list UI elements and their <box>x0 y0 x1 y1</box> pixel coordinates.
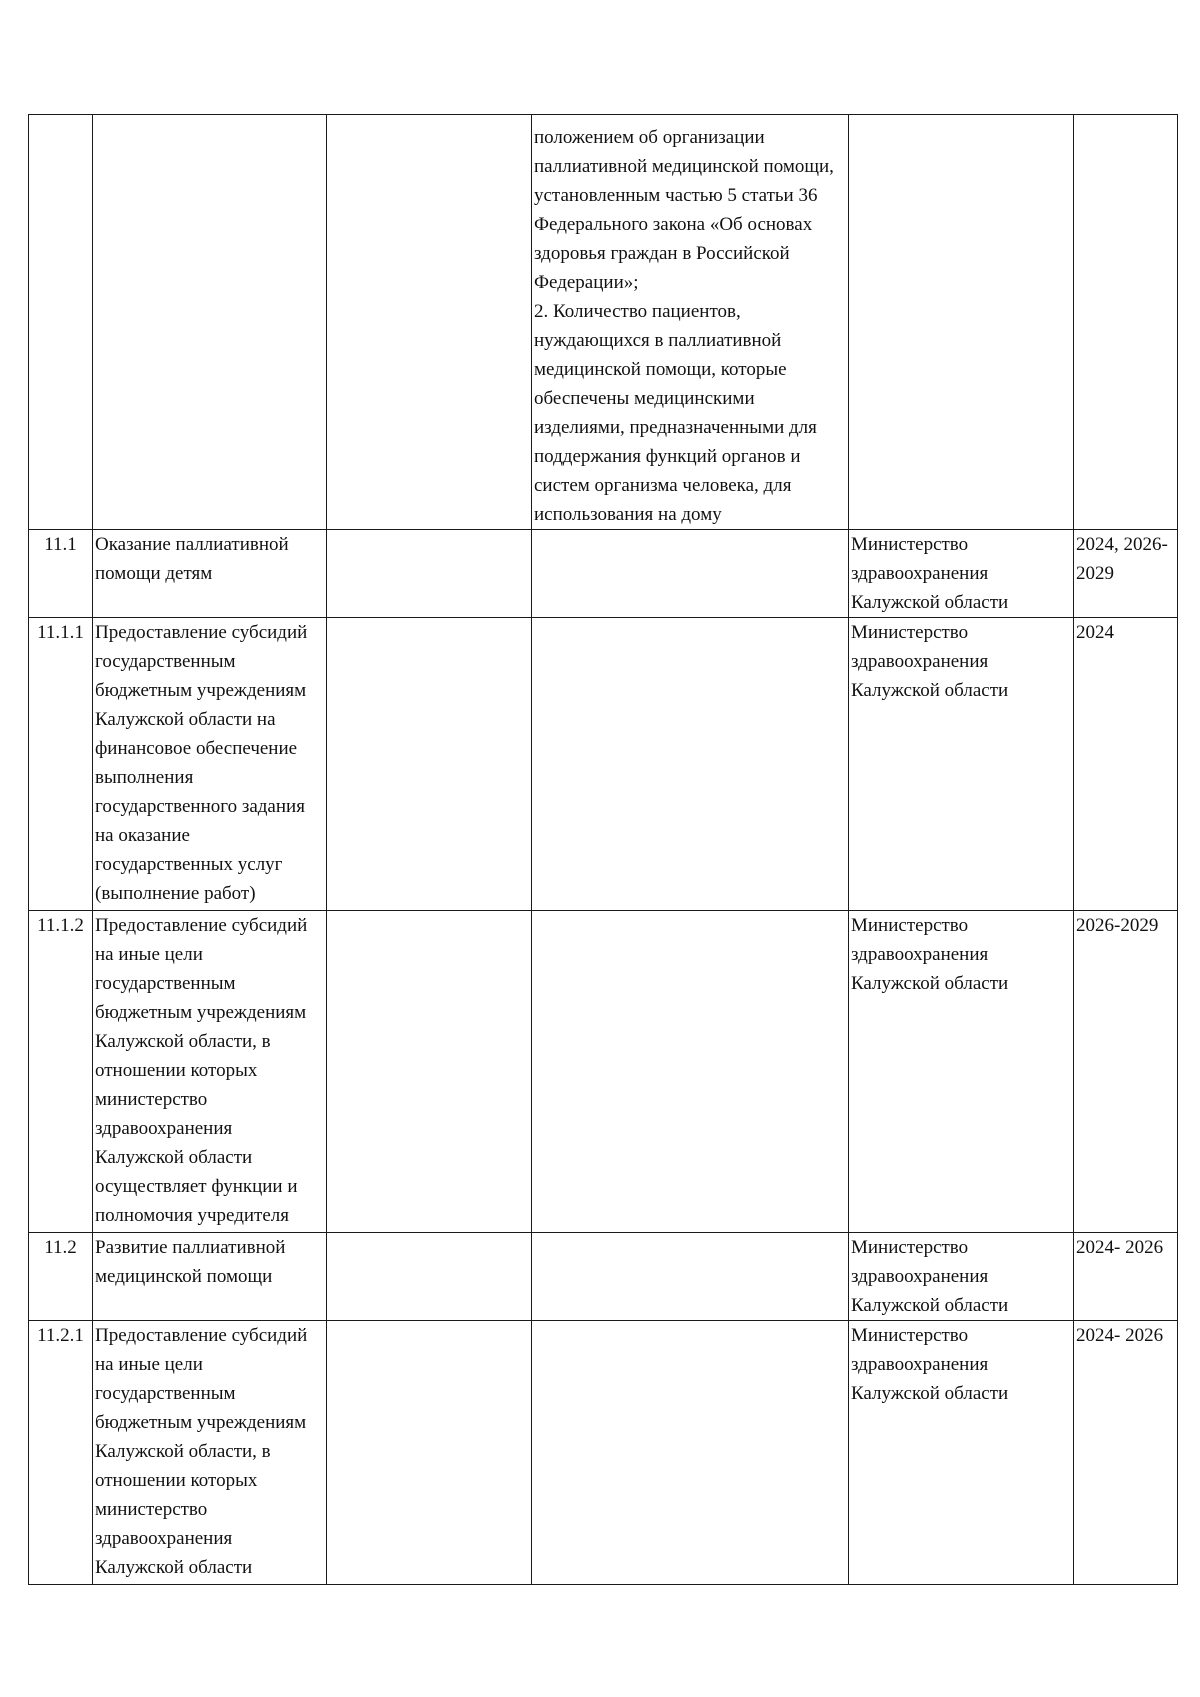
cell-text-line: здравоохранения <box>95 1528 233 1549</box>
executor-cell <box>849 115 1074 530</box>
cell-text-line: медицинской помощи, которые <box>534 359 787 380</box>
cell-text-line: Оказание паллиативной <box>95 534 289 555</box>
executor-cell <box>849 911 1074 1233</box>
executor-cell <box>849 618 1074 911</box>
plan-table-body <box>29 115 1178 1585</box>
cell-text-line: отношении которых <box>95 1060 258 1081</box>
cell-text-line: здравоохранения <box>851 651 989 672</box>
executor-cell <box>849 1233 1074 1321</box>
cell-text-line: Предоставление субсидий <box>95 915 308 936</box>
cell-text-line: нуждающихся в паллиативной <box>534 330 782 351</box>
cell-text-line: Развитие паллиативной <box>95 1237 286 1258</box>
cell-text-line: бюджетным учреждениям <box>95 1002 307 1023</box>
cell-text-line: финансовое обеспечение <box>95 738 298 759</box>
result-cell <box>532 1233 849 1321</box>
table-row <box>29 530 1178 618</box>
cell-text-line: здравоохранения <box>851 563 989 584</box>
cell-text-line: полномочия учредителя <box>95 1205 289 1226</box>
cell-text-line: 2024 <box>1076 622 1114 643</box>
empty-cell <box>327 115 532 530</box>
cell-text-line: Министерство <box>851 534 969 555</box>
cell-text-line: Калужской области <box>851 1383 1009 1404</box>
event-name-cell <box>93 115 327 530</box>
cell-text-line: Калужской области <box>851 973 1009 994</box>
cell-text-line: бюджетным учреждениям <box>95 680 307 701</box>
empty-cell <box>327 1321 532 1585</box>
cell-text-line: здравоохранения <box>851 944 989 965</box>
result-cell <box>532 530 849 618</box>
table-row <box>29 1233 1178 1321</box>
executor-cell <box>849 530 1074 618</box>
cell-text-line: осуществляет функции и <box>95 1176 298 1197</box>
cell-text-line: 2. Количество пациентов, <box>534 301 741 322</box>
event-name-cell <box>93 618 327 911</box>
cell-text-line: государственным <box>95 973 236 994</box>
cell-text-line: Министерство <box>851 915 969 936</box>
period-cell <box>1074 530 1178 618</box>
cell-text-line: положением об организации <box>534 127 765 148</box>
cell-text-line: 2024, 2026- <box>1076 534 1168 555</box>
event-name-cell <box>93 1233 327 1321</box>
cell-text-line: использования на дому <box>534 504 722 525</box>
result-cell <box>532 115 849 530</box>
cell-text-line: (выполнение работ) <box>95 883 256 904</box>
empty-cell <box>327 530 532 618</box>
cell-text-line: Федерации»; <box>534 272 639 293</box>
event-name-cell <box>93 530 327 618</box>
plan-table <box>28 114 1178 1585</box>
cell-text-line: изделиями, предназначенными для <box>534 417 817 438</box>
cell-text-line: здравоохранения <box>851 1266 989 1287</box>
cell-text-line: государственным <box>95 651 236 672</box>
cell-text-line: бюджетным учреждениям <box>95 1412 307 1433</box>
cell-text-line: здравоохранения <box>851 1354 989 1375</box>
cell-text-line: Предоставление субсидий <box>95 622 308 643</box>
cell-text-line: здравоохранения <box>95 1118 233 1139</box>
cell-text-line: Калужской области <box>851 592 1009 613</box>
cell-text-line: поддержания функций органов и <box>534 446 801 467</box>
cell-text-line: Калужской области <box>851 1295 1009 1316</box>
result-cell <box>532 618 849 911</box>
row-number-cell: 11.2 <box>29 1233 93 1321</box>
row-number-cell: 11.1 <box>29 530 93 618</box>
cell-text-line: медицинской помощи <box>95 1266 273 1287</box>
cell-text-line: Министерство <box>851 622 969 643</box>
executor-cell <box>849 1321 1074 1585</box>
row-number-cell <box>29 115 93 530</box>
cell-text-line: Калужской области на <box>95 709 276 730</box>
cell-text-line: Предоставление субсидий <box>95 1325 308 1346</box>
cell-text-line: государственным <box>95 1383 236 1404</box>
period-cell <box>1074 618 1178 911</box>
cell-text-line: Министерство <box>851 1325 969 1346</box>
row-number-cell: 11.1.1 <box>29 618 93 911</box>
event-name-cell <box>93 1321 327 1585</box>
cell-text-line: отношении которых <box>95 1470 258 1491</box>
row-number-cell: 11.1.2 <box>29 911 93 1233</box>
period-cell <box>1074 1233 1178 1321</box>
cell-text-line: 2029 <box>1076 563 1114 584</box>
table-row <box>29 911 1178 1233</box>
cell-text-line: министерство <box>95 1089 208 1110</box>
cell-text-line: Федерального закона «Об основах <box>534 214 813 235</box>
cell-text-line: паллиативной медицинской помощи, <box>534 156 834 177</box>
cell-text-line: на иные цели <box>95 1354 203 1375</box>
cell-text-line: государственного задания <box>95 796 305 817</box>
result-cell <box>532 911 849 1233</box>
empty-cell <box>327 1233 532 1321</box>
cell-text-line: установленным частью 5 статьи 36 <box>534 185 818 206</box>
cell-text-line: Калужской области <box>95 1147 253 1168</box>
cell-text-line: на иные цели <box>95 944 203 965</box>
period-cell <box>1074 1321 1178 1585</box>
cell-text-line: на оказание <box>95 825 190 846</box>
table-row <box>29 618 1178 911</box>
cell-text-line: 2026-2029 <box>1076 915 1159 936</box>
cell-text-line: Калужской области, в <box>95 1441 271 1462</box>
cell-text-line: Министерство <box>851 1237 969 1258</box>
document-page <box>28 114 1177 1585</box>
result-cell <box>532 1321 849 1585</box>
cell-text-line: выполнения <box>95 767 194 788</box>
cell-text-line: помощи детям <box>95 563 213 584</box>
cell-text-line: обеспечены медицинскими <box>534 388 755 409</box>
period-cell <box>1074 115 1178 530</box>
cell-text-line: здоровья граждан в Российской <box>534 243 790 264</box>
event-name-cell <box>93 911 327 1233</box>
table-row <box>29 115 1178 530</box>
row-number-cell: 11.2.1 <box>29 1321 93 1585</box>
empty-cell <box>327 911 532 1233</box>
empty-cell <box>327 618 532 911</box>
cell-text-line: 2024- 2026 <box>1076 1325 1164 1346</box>
cell-text-line: Калужской области <box>95 1557 253 1578</box>
table-row <box>29 1321 1178 1585</box>
cell-text-line: 2024- 2026 <box>1076 1237 1164 1258</box>
cell-text-line: Калужской области, в <box>95 1031 271 1052</box>
cell-text-line: государственных услуг <box>95 854 283 875</box>
cell-text-line: систем организма человека, для <box>534 475 792 496</box>
period-cell <box>1074 911 1178 1233</box>
cell-text-line: Калужской области <box>851 680 1009 701</box>
cell-text-line: министерство <box>95 1499 208 1520</box>
